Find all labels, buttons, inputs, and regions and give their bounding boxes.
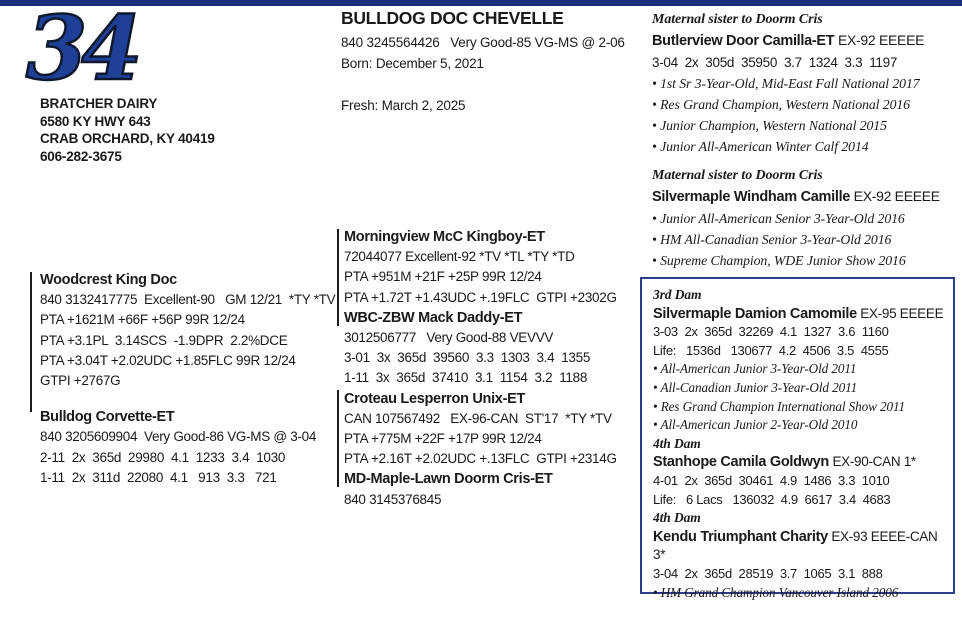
pedigree-line: 1-11 2x 311d 22080 4.1 913 3.3 721 [40, 469, 277, 485]
record-line: Life: 1536d 130677 4.2 4506 3.5 4555 [653, 342, 889, 358]
maternal-sister-header: Maternal sister to Doorm Cris [652, 12, 823, 27]
record-line: 4-01 2x 365d 30461 4.9 1486 3.3 1010 [653, 472, 890, 488]
dam-label: 3rd Dam [653, 287, 702, 302]
award-bullet: • HM Grand Champion Vancouver Island 2006 [653, 584, 953, 603]
maternal-sister-name: Butlerview Door Camilla-ET [652, 33, 835, 49]
dam-score: EX-90-CAN 1* [832, 454, 916, 470]
pedigree-line: PTA +2.16T +2.02UDC +.13FLC GTPI +2314G [344, 451, 617, 467]
dam-history-box [640, 277, 955, 600]
maternal-sisters-column [652, 10, 955, 271]
pedigree-line: CAN 107567492 EX-96-CAN ST'17 *TY *TV [344, 410, 612, 426]
award-bullet: • Junior All-American Winter Calf 2014 [652, 136, 955, 157]
pedigree-line: 72044077 Excellent-92 *TV *TL *TY *TD [344, 249, 575, 265]
award-bullet: • All-American Junior 2-Year-Old 2010 [653, 416, 953, 435]
consignor-name: BRATCHER DAIRY [40, 96, 158, 111]
consignor-address-1: 6580 KY HWY 643 [40, 113, 151, 129]
award-bullet: • Junior Champion, Western National 2015 [652, 115, 955, 136]
dam-label: 4th Dam [653, 510, 701, 526]
maternal-sister-name-line [652, 30, 955, 52]
dam-name: Stanhope Camila Goldwyn [653, 454, 829, 471]
pedigree-line: GTPI +2767G [40, 373, 121, 389]
award-bullet: • Res Grand Champion International Show 2011 [653, 398, 953, 417]
lot-number: 34 [26, 0, 137, 100]
pedigree-line: 840 3132417775 Excellent-90 GM 12/21 *TY *TV [40, 292, 336, 308]
consignor-phone: 606-282-3675 [40, 148, 122, 164]
sire-name: Woodcrest King Doc [40, 272, 177, 288]
pedigree-line: 1-11 3x 365d 37410 3.1 1154 3.2 1188 [344, 370, 588, 386]
pedigree-bracket-left [30, 272, 32, 412]
pedigree-line: 840 3205609904 Very Good-86 VG-MS @ 3-04 [40, 429, 317, 445]
animal-name: BULLDOG DOC CHEVELLE [341, 8, 564, 28]
maternal-sister-score: EX-92 EEEEE [853, 188, 940, 204]
record-line: 3-03 2x 365d 32269 4.1 1327 3.6 1160 [653, 324, 889, 340]
granddam-name: WBC-ZBW Mack Daddy-ET [344, 309, 523, 326]
award-bullet: • All-Canadian Junior 3-Year-Old 2011 [653, 379, 953, 398]
award-bullet: • 1st Sr 3-Year-Old, Mid-East Fall National 2017 [652, 73, 955, 94]
pedigree-line: 3012506777 Very Good-88 VEVVV [344, 330, 554, 346]
award-bullet: • Junior All-American Senior 3-Year-Old 2016 [652, 208, 955, 229]
parents-column [40, 270, 340, 488]
maternal-sister-name-line [652, 186, 955, 208]
pedigree-line: PTA +3.04T +2.02UDC +1.85FLC 99R 12/24 [40, 352, 296, 368]
award-bullet: • Supreme Champion, WDE Junior Show 2016 [652, 250, 955, 271]
grandsire-name: Morningview McC Kingboy-ET [344, 229, 545, 245]
award-bullet: • All-American Junior 3-Year-Old 2011 [653, 360, 953, 379]
maternal-sister-score: EX-92 EEEEE [837, 32, 925, 48]
animal-id-score: 840 3245564426 Very Good-85 VG-MS @ 2-06 [341, 35, 625, 50]
dam-name-line [653, 305, 953, 324]
award-bullet: • HM All-Canadian Senior 3-Year-Old 2016 [652, 229, 955, 250]
pedigree-line: 2-11 2x 365d 29980 4.1 1233 3.4 1030 [40, 449, 286, 465]
pedigree-bracket-mid-bottom [337, 390, 339, 487]
animal-fresh: Fresh: March 2, 2025 [341, 98, 466, 113]
pedigree-line: PTA +951M +21F +25P 99R 12/24 [344, 269, 542, 285]
dam-name: Silvermaple Damion Camomile [653, 305, 857, 322]
record-line: 3-04 2x 365d 28519 3.7 1065 3.1 888 [653, 565, 883, 581]
grandsire-name: Croteau Lesperron Unix-ET [344, 390, 526, 407]
dam-name: Bulldog Corvette-ET [40, 409, 175, 426]
dam-score: EX-95 EEEEE [860, 305, 944, 321]
animal-born: Born: December 5, 2021 [341, 56, 484, 71]
award-bullet: • Res Grand Champion, Western National 2016 [652, 94, 955, 115]
pedigree-line: 840 3145376845 [344, 491, 442, 507]
pedigree-line: PTA +3.1PL 3.14SCS -1.9DPR 2.2%DCE [40, 332, 288, 348]
dam-label: 4th Dam [653, 435, 701, 451]
grandparents-column [344, 227, 644, 510]
pedigree-line: PTA +775M +22F +17P 99R 12/24 [344, 431, 542, 447]
top-accent-bar [0, 0, 962, 6]
record-line: Life: 6 Lacs 136032 4.9 6617 3.4 4683 [653, 491, 891, 507]
consignor-block [40, 95, 215, 165]
consignor-address-2: CRAB ORCHARD, KY 40419 [40, 131, 215, 146]
record-line: 3-04 2x 305d 35950 3.7 1324 3.3 1197 [652, 55, 898, 70]
dam-score: EX-93 EEEE-CAN 3* [653, 528, 938, 563]
maternal-sister-header: Maternal sister to Doorm Cris [652, 168, 823, 183]
granddam-name: MD-Maple-Lawn Doorm Cris-ET [344, 471, 553, 488]
dam-name-line [653, 453, 953, 472]
maternal-sister-name: Silvermaple Windham Camille [652, 189, 851, 205]
pedigree-line: 3-01 3x 365d 39560 3.3 1303 3.4 1355 [344, 350, 591, 366]
pedigree-line: PTA +1621M +66F +56P 99R 12/24 [40, 312, 245, 328]
animal-title-block [341, 8, 641, 71]
pedigree-line: PTA +1.72T +1.43UDC +.19FLC GTPI +2302G [344, 289, 617, 305]
pedigree-bracket-mid-top [337, 229, 339, 326]
dam-name-line [653, 528, 953, 565]
dam-name: Kendu Triumphant Charity [653, 528, 828, 545]
